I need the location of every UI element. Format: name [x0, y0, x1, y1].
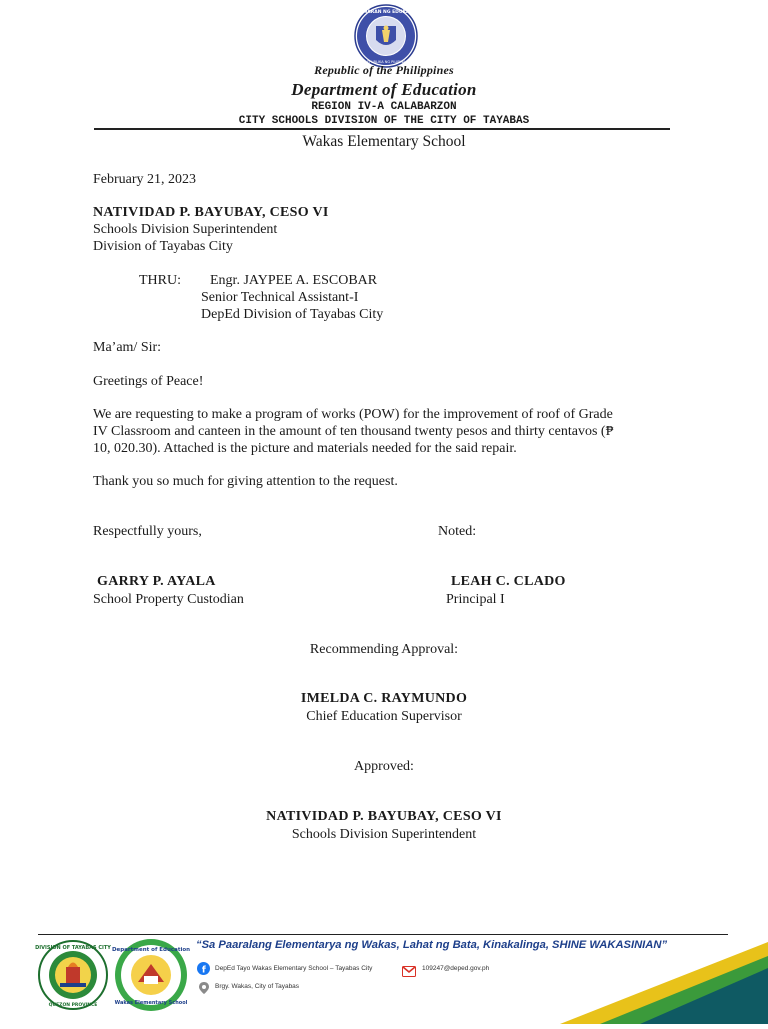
- thru-office: DepEd Division of Tayabas City: [201, 307, 384, 322]
- noter-title: Principal I: [446, 592, 505, 607]
- sender-name: GARRY P. AYALA: [97, 574, 216, 589]
- svg-text:f: f: [201, 965, 206, 976]
- recommender-title: Chief Education Supervisor: [306, 709, 462, 724]
- deped-seal: [348, 4, 424, 68]
- school-address: Brgy. Wakas, City of Tayabas: [215, 983, 300, 990]
- department-heading: Department of Education: [291, 80, 477, 99]
- svg-text:Department of Education: Department of Education: [111, 947, 191, 953]
- division-heading: CITY SCHOOLS DIVISION OF THE CITY OF TAYABAS: [238, 115, 530, 127]
- svg-text:DIVISION OF TAYABAS CITY: DIVISION OF TAYABAS CITY: [35, 945, 111, 951]
- greeting: Greetings of Peace!: [93, 374, 204, 389]
- noter-name: LEAH C. CLADO: [451, 574, 566, 589]
- thru-name: Engr. JAYPEE A. ESCOBAR: [210, 273, 378, 288]
- svg-text:REPUBLIKA NG PILIPINAS: REPUBLIKA NG PILIPINAS: [364, 60, 408, 64]
- school-name: Wakas Elementary School: [302, 133, 466, 150]
- approved-label: Approved:: [354, 759, 414, 774]
- salutation: Ma’am/ Sir:: [93, 340, 162, 355]
- body-line-1: We are requesting to make a program of works (POW) for the improvement of roof of Grade: [93, 407, 613, 422]
- location-pin-icon: [199, 981, 209, 993]
- thru-label: THRU:: [139, 273, 181, 288]
- svg-text:Wakas Elementary School: Wakas Elementary School: [114, 1000, 188, 1006]
- recommending-label: Recommending Approval:: [309, 642, 459, 657]
- body-line-3: 10, 020.30). Attached is the picture and materials needed for the said repair.: [93, 441, 517, 456]
- recipient-title: Schools Division Superintendent: [93, 222, 278, 237]
- svg-text:QUEZON PROVINCE: QUEZON PROVINCE: [48, 1003, 98, 1008]
- header-divider: [94, 128, 670, 130]
- closing: Respectfully yours,: [93, 524, 202, 539]
- noted-label: Noted:: [438, 524, 477, 539]
- recipient-office: Division of Tayabas City: [93, 239, 233, 254]
- letter-date: February 21, 2023: [93, 172, 197, 187]
- gmail-icon: [402, 964, 416, 975]
- approver-title: Schools Division Superintendent: [291, 827, 477, 842]
- facebook-icon: [197, 962, 210, 975]
- thru-title: Senior Technical Assistant-I: [201, 290, 359, 305]
- division-logo: [35, 940, 111, 1010]
- school-logo: [111, 938, 191, 1012]
- body-line-2: IV Classroom and canteen in the amount of ten thousand twenty pesos and thirty centavos (₱: [93, 424, 614, 439]
- thanks-line: Thank you so much for giving attention to the request.: [93, 474, 398, 489]
- recipient-name: NATIVIDAD P. BAYUBAY, CESO VI: [93, 205, 329, 220]
- svg-text:KAGAWARAN NG EDUKASYON: KAGAWARAN NG EDUKASYON: [348, 10, 424, 15]
- school-motto: “Sa Paaralang Elementarya ng Wakas, Lahat ng Bata, Kinakalinga, SHINE WAKASINIAN”: [196, 939, 668, 951]
- approver-name: NATIVIDAD P. BAYUBAY, CESO VI: [266, 809, 502, 824]
- sender-title: School Property Custodian: [93, 592, 244, 607]
- republic-heading: Republic of the Philippines: [314, 63, 454, 77]
- region-heading: REGION IV-A CALABARZON: [311, 101, 457, 113]
- email-address: 109247@deped.gov.ph: [422, 965, 490, 972]
- facebook-page: DepEd Tayo Wakas Elementary School – Tayabas City: [215, 965, 373, 972]
- recommender-name: IMELDA C. RAYMUNDO: [300, 691, 468, 706]
